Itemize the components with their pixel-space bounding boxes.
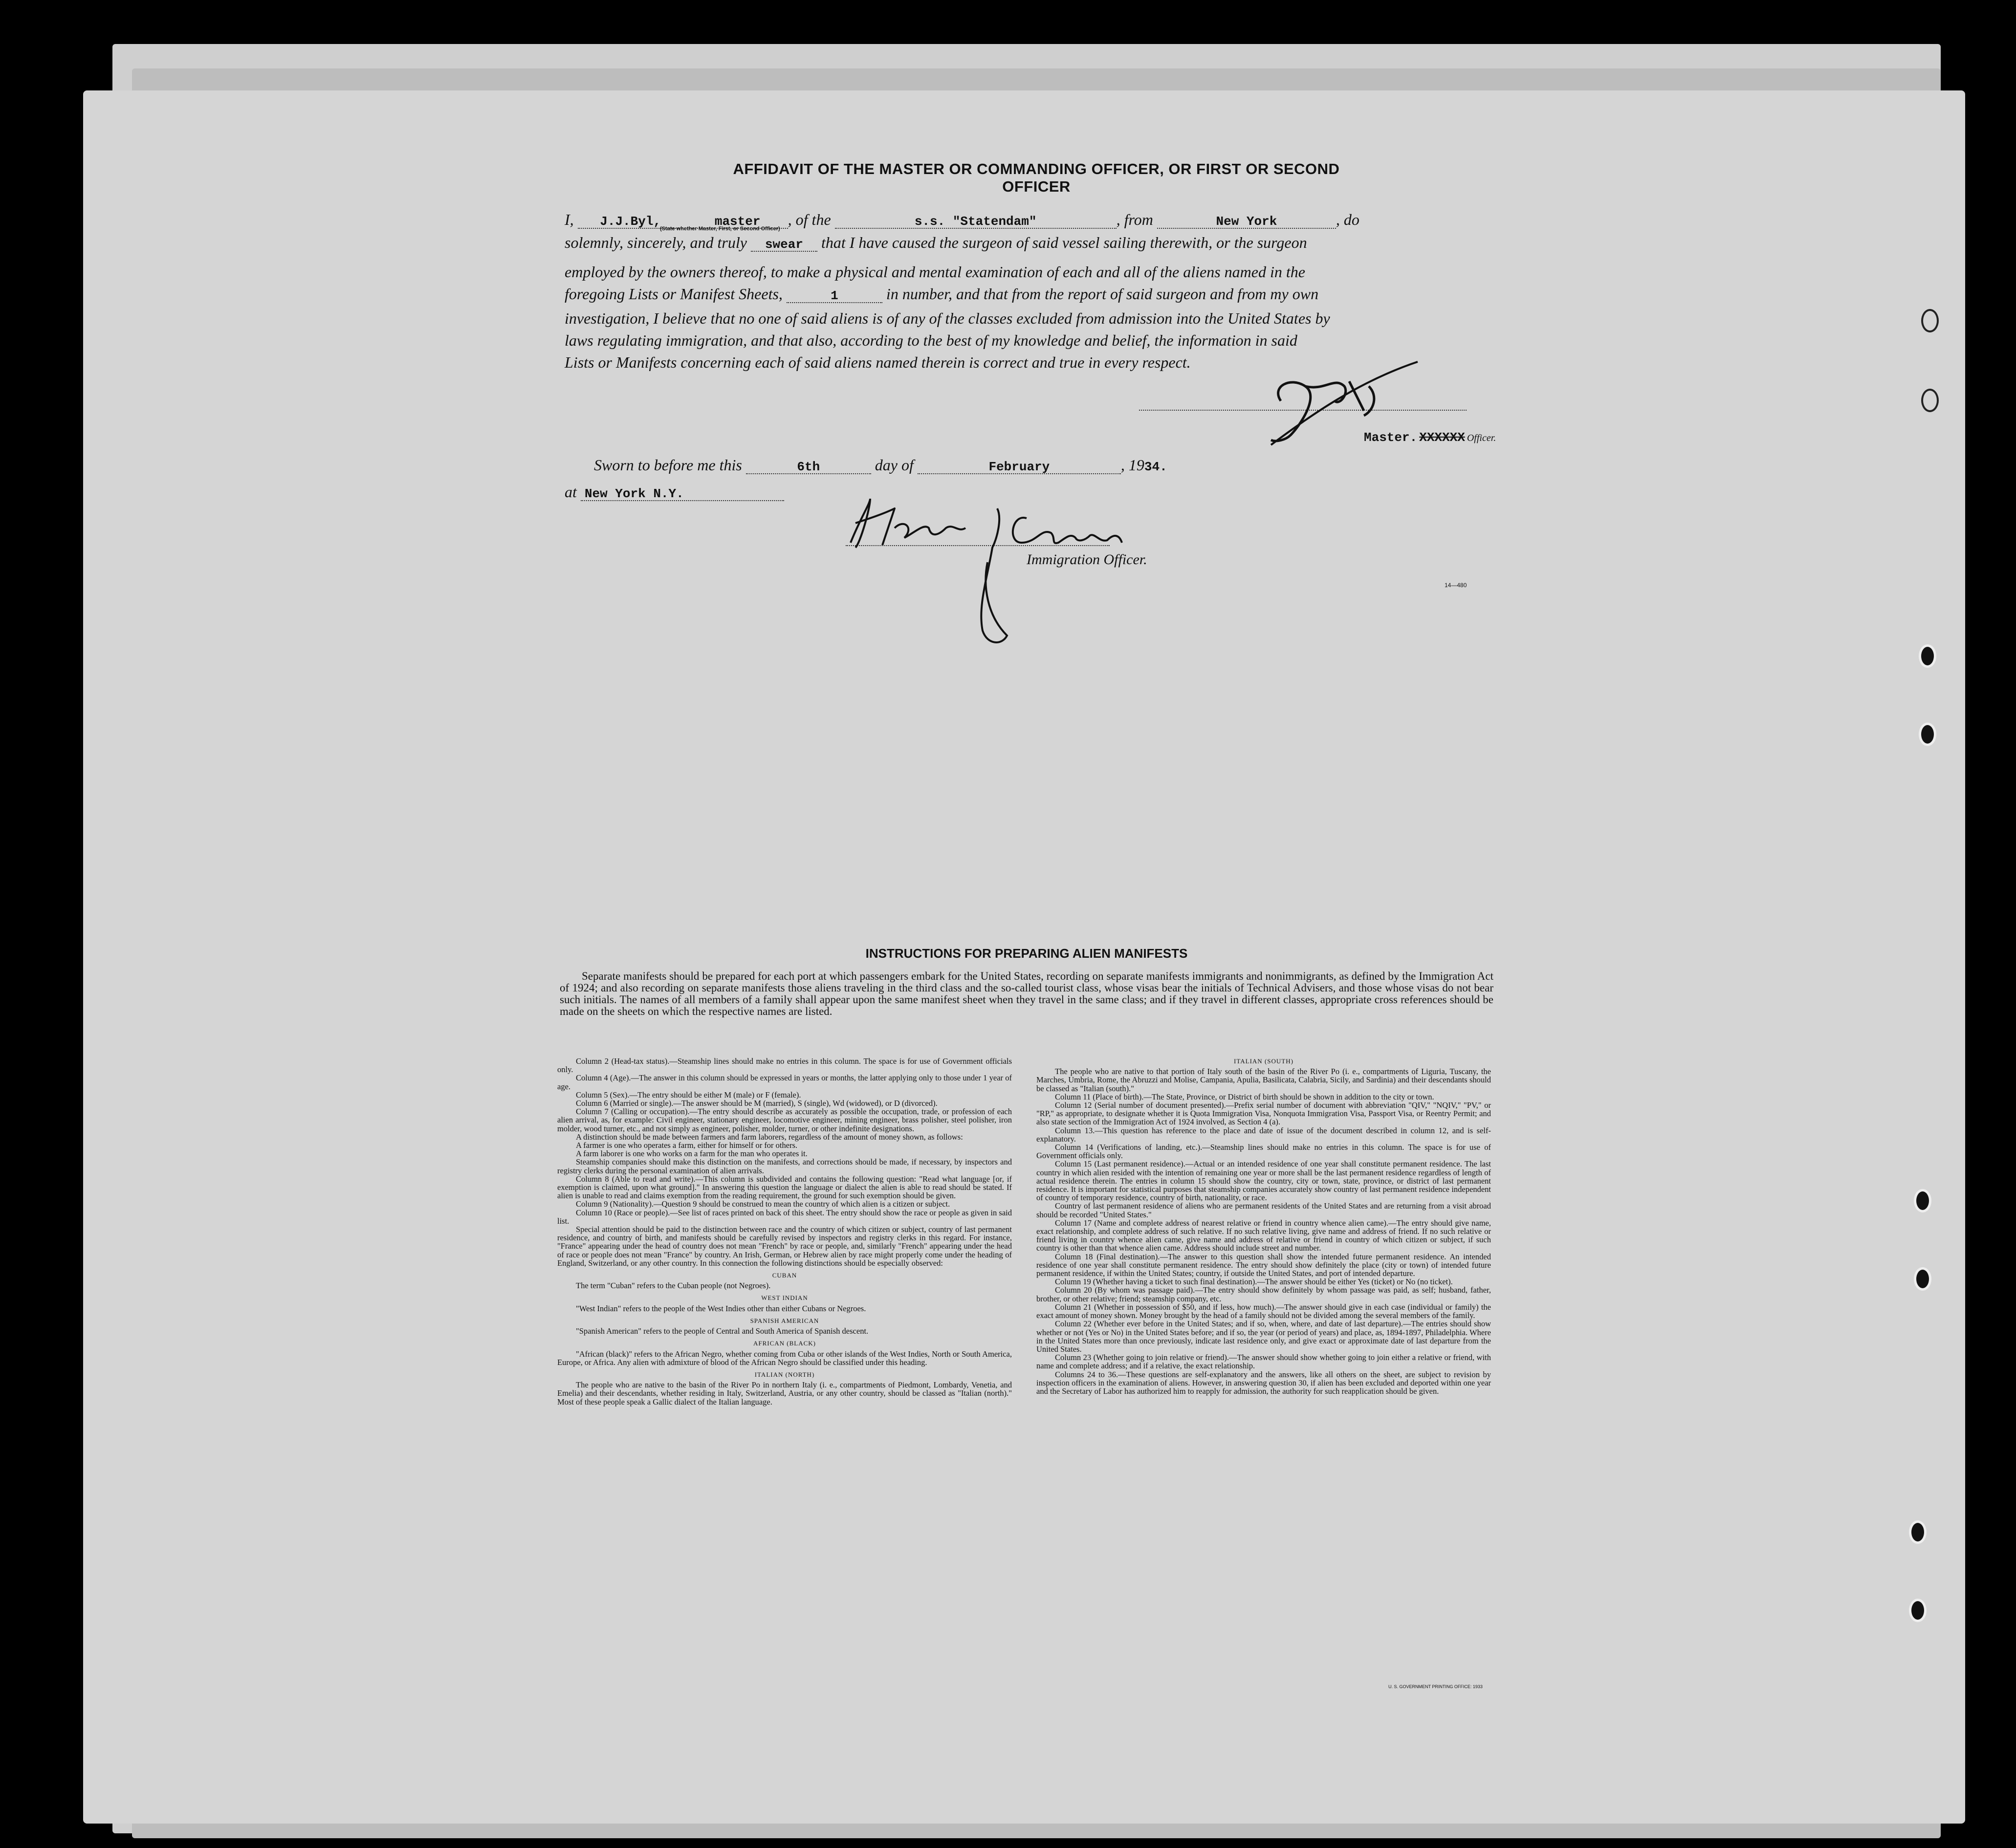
- instruction-paragraph: Column 21 (Whether in possession of $50, and if less, how much).—The answer should give in each case (individual or family) the exact amount of money shown. Money brought by the head of a family should not be divided among the several members of the family.: [1036, 1302, 1491, 1320]
- text: , 19: [1120, 456, 1144, 474]
- affidavit-line: [565, 286, 1493, 303]
- binder-hole: [1919, 723, 1936, 746]
- binder-hole: [1921, 389, 1939, 412]
- printer-imprint: U. S. GOVERNMENT PRINTING OFFICE: 1933: [1388, 1684, 1483, 1689]
- instruction-paragraph: Column 14 (Verifications of landing, etc.).—Steamship lines should make no entries in this column. The space is for use of Government officials only.: [1036, 1143, 1491, 1161]
- instruction-paragraph: Column 17 (Name and complete address of nearest relative or friend in country whence alien came).—The entry should give name, exact relationship, and complete address of such relative. If no such relative living, give name and address of friend. If no such relative or friend living in country whence alien came, give name and address of relative or friend in country of which citizen or subject, if such country is other than that whence alien came. Address should include street and number.: [1036, 1218, 1491, 1253]
- master-title: [1364, 430, 1496, 445]
- instruction-paragraph: Column 10 (Race or people).—See list of races printed on back of this sheet. The entry should show the race or people as given in said list.: [557, 1208, 1012, 1226]
- binder-hole: [1909, 1599, 1927, 1622]
- text: that I have caused the surgeon of said vessel sailing therewith, or the surgeon: [821, 234, 1307, 251]
- text: , from: [1116, 211, 1153, 228]
- instruction-paragraph: Column 2 (Head-tax status).—Steamship lines should make no entries in this column. The space is for use of Government officials only.: [557, 1056, 1012, 1075]
- instructions-title: INSTRUCTIONS FOR PREPARING ALIEN MANIFESTS: [865, 946, 1188, 961]
- section-heading: WEST INDIAN: [761, 1294, 808, 1302]
- binder-hole: [1921, 309, 1939, 332]
- instructions-left-column: [557, 1057, 1012, 1406]
- instruction-paragraph: Column 20 (By whom was passage paid).—The entry should show definitely by whom passage was paid, as self; husband, father, brother, or other relative; friend; steamship company, etc.: [1036, 1285, 1491, 1303]
- section-heading: AFRICAN (BLACK): [753, 1340, 816, 1347]
- text: I,: [565, 211, 574, 228]
- sheet-count: 1: [787, 289, 882, 303]
- immigration-officer-title: Immigration Officer.: [1027, 551, 1147, 568]
- rank-note: (State whether Master, First, or Second Officer): [660, 226, 780, 232]
- instruction-paragraph: Column 7 (Calling or occupation).—The entry should describe as accurately as possible the occupation, trade, or profession of each alien arrival, as, for example: Civil engineer, stationary engineer, locomotive engineer, mining engineer, brass polisher, steel polisher, iron molder, wood turner, etc., and not simply as engineer, polisher, molder, turner, or other indefinite designations.: [557, 1107, 1012, 1133]
- instruction-paragraph: Steamship companies should make this distinction on the manifests, and corrections should be made, if necessary, by inspectors and registry clerks during the personal examination of alien arrivals.: [557, 1157, 1012, 1175]
- binder-hole: [1919, 644, 1936, 668]
- text: solemnly, sincerely, and truly: [565, 234, 747, 251]
- instruction-paragraph: The people who are native to the basin of the River Po in northern Italy (i. e., compartments of Piedmont, Lombardy, Venetia, and Emelia) and their descendants, whether residing in Italy, Switzerland, Austria, or any other country, should be classed as "Italian (north)." Most of these people speak a Gallic dialect of the Italian language.: [557, 1380, 1012, 1407]
- instruction-paragraph: Column 9 (Nationality).—Question 9 should be construed to mean the country of which alien is a citizen or subject.: [576, 1199, 950, 1209]
- instruction-paragraph: "African (black)" refers to the African Negro, whether coming from Cuba or other islands of the West Indies, North or South America, Europe, or Africa. Any alien with admixture of blood of the African Negro should be classified under this heading.: [557, 1349, 1012, 1367]
- binder-hole: [1914, 1267, 1931, 1291]
- instruction-paragraph: A farm laborer is one who works on a farm for the man who operates it.: [576, 1149, 808, 1159]
- section-heading: ITALIAN (SOUTH): [1234, 1057, 1293, 1065]
- instruction-paragraph: Column 13.—This question has reference to the place and date of issue of the document described in column 12, and is self-explanatory.: [1036, 1125, 1491, 1144]
- instruction-paragraph: Columns 24 to 36.—These questions are self-explanatory and the answers, like all others on the sheet, are subject to revision by inspection officers in the examination of aliens. However, in answering question 30, if alien has been excluded and deported within one year and the Secretary of Labor has authorized him to reapply for admission, the authority for such reapplication should be given.: [1036, 1369, 1491, 1396]
- affidavit-title: AFFIDAVIT OF THE MASTER OR COMMANDING OFFICER, OR FIRST OR SECOND OFFICER: [733, 160, 1340, 195]
- instruction-paragraph: Column 5 (Sex).—The entry should be either M (male) or F (female).: [576, 1090, 801, 1100]
- text: foregoing Lists or Manifest Sheets,: [565, 285, 783, 303]
- instruction-paragraph: Special attention should be paid to the distinction between race and the country of which citizen or subject, country of last permanent residence, and country of birth, and manifests should be carefully revised by inspectors and registry clerks in this regard. For instance, "France" appearing under the head of country does not mean "French" by race or people, and, similarly "French" appearing under the head of race or people does not mean "France" by country. An Irish, German, or Hebrew alien by race might properly come under the heading of England, Switzerland, or any other country. In this connection the following distinctions should be especially observed:: [557, 1225, 1012, 1268]
- instructions-intro: Separate manifests should be prepared for each port at which passengers embark for the United States, recording on separate manifests immigrants and nonimmigrants, as defined by the Immigration Act of 1924; and also recording on separate manifests those aliens traveling in the third class and the so-called tourist class, whose visas bear the initials of Technical Advisers, and those whose visas do not bear such initials. The names of all members of a family shall appear upon the same manifest sheet when they travel in the same class; and if they travel in different classes, appropriate cross references should be made on the sheets on which the respective names are listed.: [560, 970, 1493, 1017]
- instruction-paragraph: A distinction should be made between farmers and farm laborers, regardless of the amount of money shown, as follows:: [576, 1132, 963, 1142]
- text: day of: [875, 456, 914, 474]
- text: at: [565, 483, 577, 501]
- binder-hole: [1914, 1189, 1931, 1212]
- instruction-paragraph: A farmer is one who operates a farm, either for himself or for others.: [576, 1141, 798, 1150]
- text: , of the: [788, 211, 831, 228]
- rank-field: master: [687, 215, 788, 229]
- section-heading: ITALIAN (NORTH): [754, 1370, 815, 1378]
- immigration-officer-signature: [841, 489, 1134, 655]
- swear-field: swear: [751, 238, 817, 252]
- instruction-paragraph: Column 11 (Place of birth).—The State, Province, or District of birth should be shown in addition to the city or town.: [1055, 1092, 1434, 1101]
- instruction-paragraph: Column 15 (Last permanent residence).—Actual or an intended residence of one year shall constitute permanent residence. The last country in which alien resided with the intention of remaining one year or more shall be the last permanent residence regardless of length of actual residence therein. The entries in column 15 should show the country, city or town, state, province, or district of last permanent residence. It is important for statistical purposes that steamship companies accurately show country of last permanent residence independent of country of temporary residence, country of birth, nationality, or race.: [1036, 1159, 1491, 1203]
- affidavit-line: [565, 235, 1493, 252]
- section-heading: CUBAN: [772, 1272, 797, 1279]
- affidavit-line: employed by the owners thereof, to make a physical and mental examination of each and all of the aliens named in the: [565, 263, 1305, 281]
- instruction-paragraph: Column 19 (Whether having a ticket to such final destination).—The answer should be either Yes (ticket) or No (no ticket).: [1055, 1277, 1453, 1287]
- instruction-paragraph: Column 18 (Final destination).—The answer to this question shall show the intended future permanent residence. An intended residence of one year shall constitute permanent residence. The entry should show definitely the place (city or town) of intended future permanent residence, if within the United States; country, if outside the United States, and port of intended departure.: [1036, 1252, 1491, 1278]
- text: Sworn to before me this: [594, 456, 742, 474]
- struck-word: XXXXXX: [1419, 430, 1465, 445]
- port-of-departure: New York: [1157, 215, 1336, 229]
- text: in number, and that from the report of said surgeon and from my own: [886, 285, 1319, 303]
- instruction-paragraph: The term "Cuban" refers to the Cuban people (not Negroes).: [576, 1281, 771, 1291]
- officer-label: Officer.: [1467, 433, 1496, 443]
- master-label: Master.: [1364, 430, 1418, 445]
- instruction-paragraph: Column 4 (Age).—The answer in this column should be expressed in years or months, the latter applying only to those under 1 year of age.: [557, 1073, 1012, 1091]
- instruction-paragraph: The people who are native to that portion of Italy south of the basin of the River Po (i. e., compartments of Liguria, Tuscany, the Marches, Umbria, Rome, the Abruzzi and Molise, Campania, Apulia, Basilicata, Calabria, Sicily, and Sardinia) and their descendants should be classed as "Italian (south).": [1036, 1067, 1491, 1093]
- binder-hole: [1909, 1520, 1927, 1544]
- sworn-line: [594, 457, 1523, 474]
- instruction-paragraph: Column 8 (Able to read and write).—This column is subdivided and contains the following question: "Read what language [or, if exemption is claimed, upon what ground]." In answering this question the language or dialect the alien is able to read should be stated. If alien is unable to read and claims exemption from the reading requirement, the ground for such exemption should be given.: [557, 1174, 1012, 1201]
- instruction-paragraph: "Spanish American" refers to the people of Central and South America of Spanish descent.: [576, 1326, 869, 1336]
- sworn-month: February: [918, 461, 1121, 474]
- instruction-paragraph: Column 23 (Whether going to join relative or friend).—The answer should show whether going to join either a relative or friend, with name and complete address; and if a relative, the exact relationship.: [1036, 1353, 1491, 1371]
- text: , do: [1336, 211, 1359, 228]
- affidavit-line: investigation, I believe that no one of said aliens is of any of the classes excluded from admission into the United States by: [565, 309, 1330, 327]
- section-heading: SPANISH AMERICAN: [750, 1317, 819, 1324]
- instruction-paragraph: Column 6 (Married or single).—The answer should be M (married), S (single), Wd (widowed), or D (divorced).: [576, 1099, 938, 1108]
- sworn-day: 6th: [746, 461, 871, 474]
- instruction-paragraph: Country of last permanent residence of aliens who are permanent residents of the United States and are returning from a visit abroad should be recorded "United States.": [1036, 1201, 1491, 1219]
- affidavit-line: Lists or Manifests concerning each of said aliens named therein is correct and true in every respect.: [565, 353, 1191, 371]
- affidavit-line: laws regulating immigration, and that also, according to the best of my knowledge and belief, the information in said: [565, 331, 1297, 349]
- vessel-name: s.s. "Statendam": [835, 215, 1117, 229]
- instruction-paragraph: Column 22 (Whether ever before in the United States; and if so, when, where, and date of last departure).—The entries should show whether or not (Yes or No) in the United States before; and if so, the year (or period of years) and place, as, 1894-1897, Philadelphia. Where in the United States more than once previously, indicate last residence only, and give exact or approximate date of last departure from the United States.: [1036, 1319, 1491, 1354]
- sworn-year: 34.: [1144, 460, 1167, 474]
- master-name: J.J.Byl,: [578, 215, 683, 229]
- instruction-paragraph: "West Indian" refers to the people of the West Indies other than either Cubans or Negroes.: [576, 1303, 866, 1313]
- instructions-right-column: [1036, 1057, 1491, 1395]
- instruction-paragraph: Column 12 (Serial number of document presented).—Prefix serial number of document with abbreviation "QIV," "NQIV," "PV," or "RP," as appropriate, to designate whether it is Quota Immigration Visa, Nonquota Immigration Visa, Passport Visa, or Reentry Permit; and also state section of the Immigration Act of 1924 involved, as Section 4 (a).: [1036, 1100, 1491, 1127]
- form-number: 14—480: [1445, 582, 1467, 589]
- sworn-location: New York N.Y.: [581, 487, 784, 501]
